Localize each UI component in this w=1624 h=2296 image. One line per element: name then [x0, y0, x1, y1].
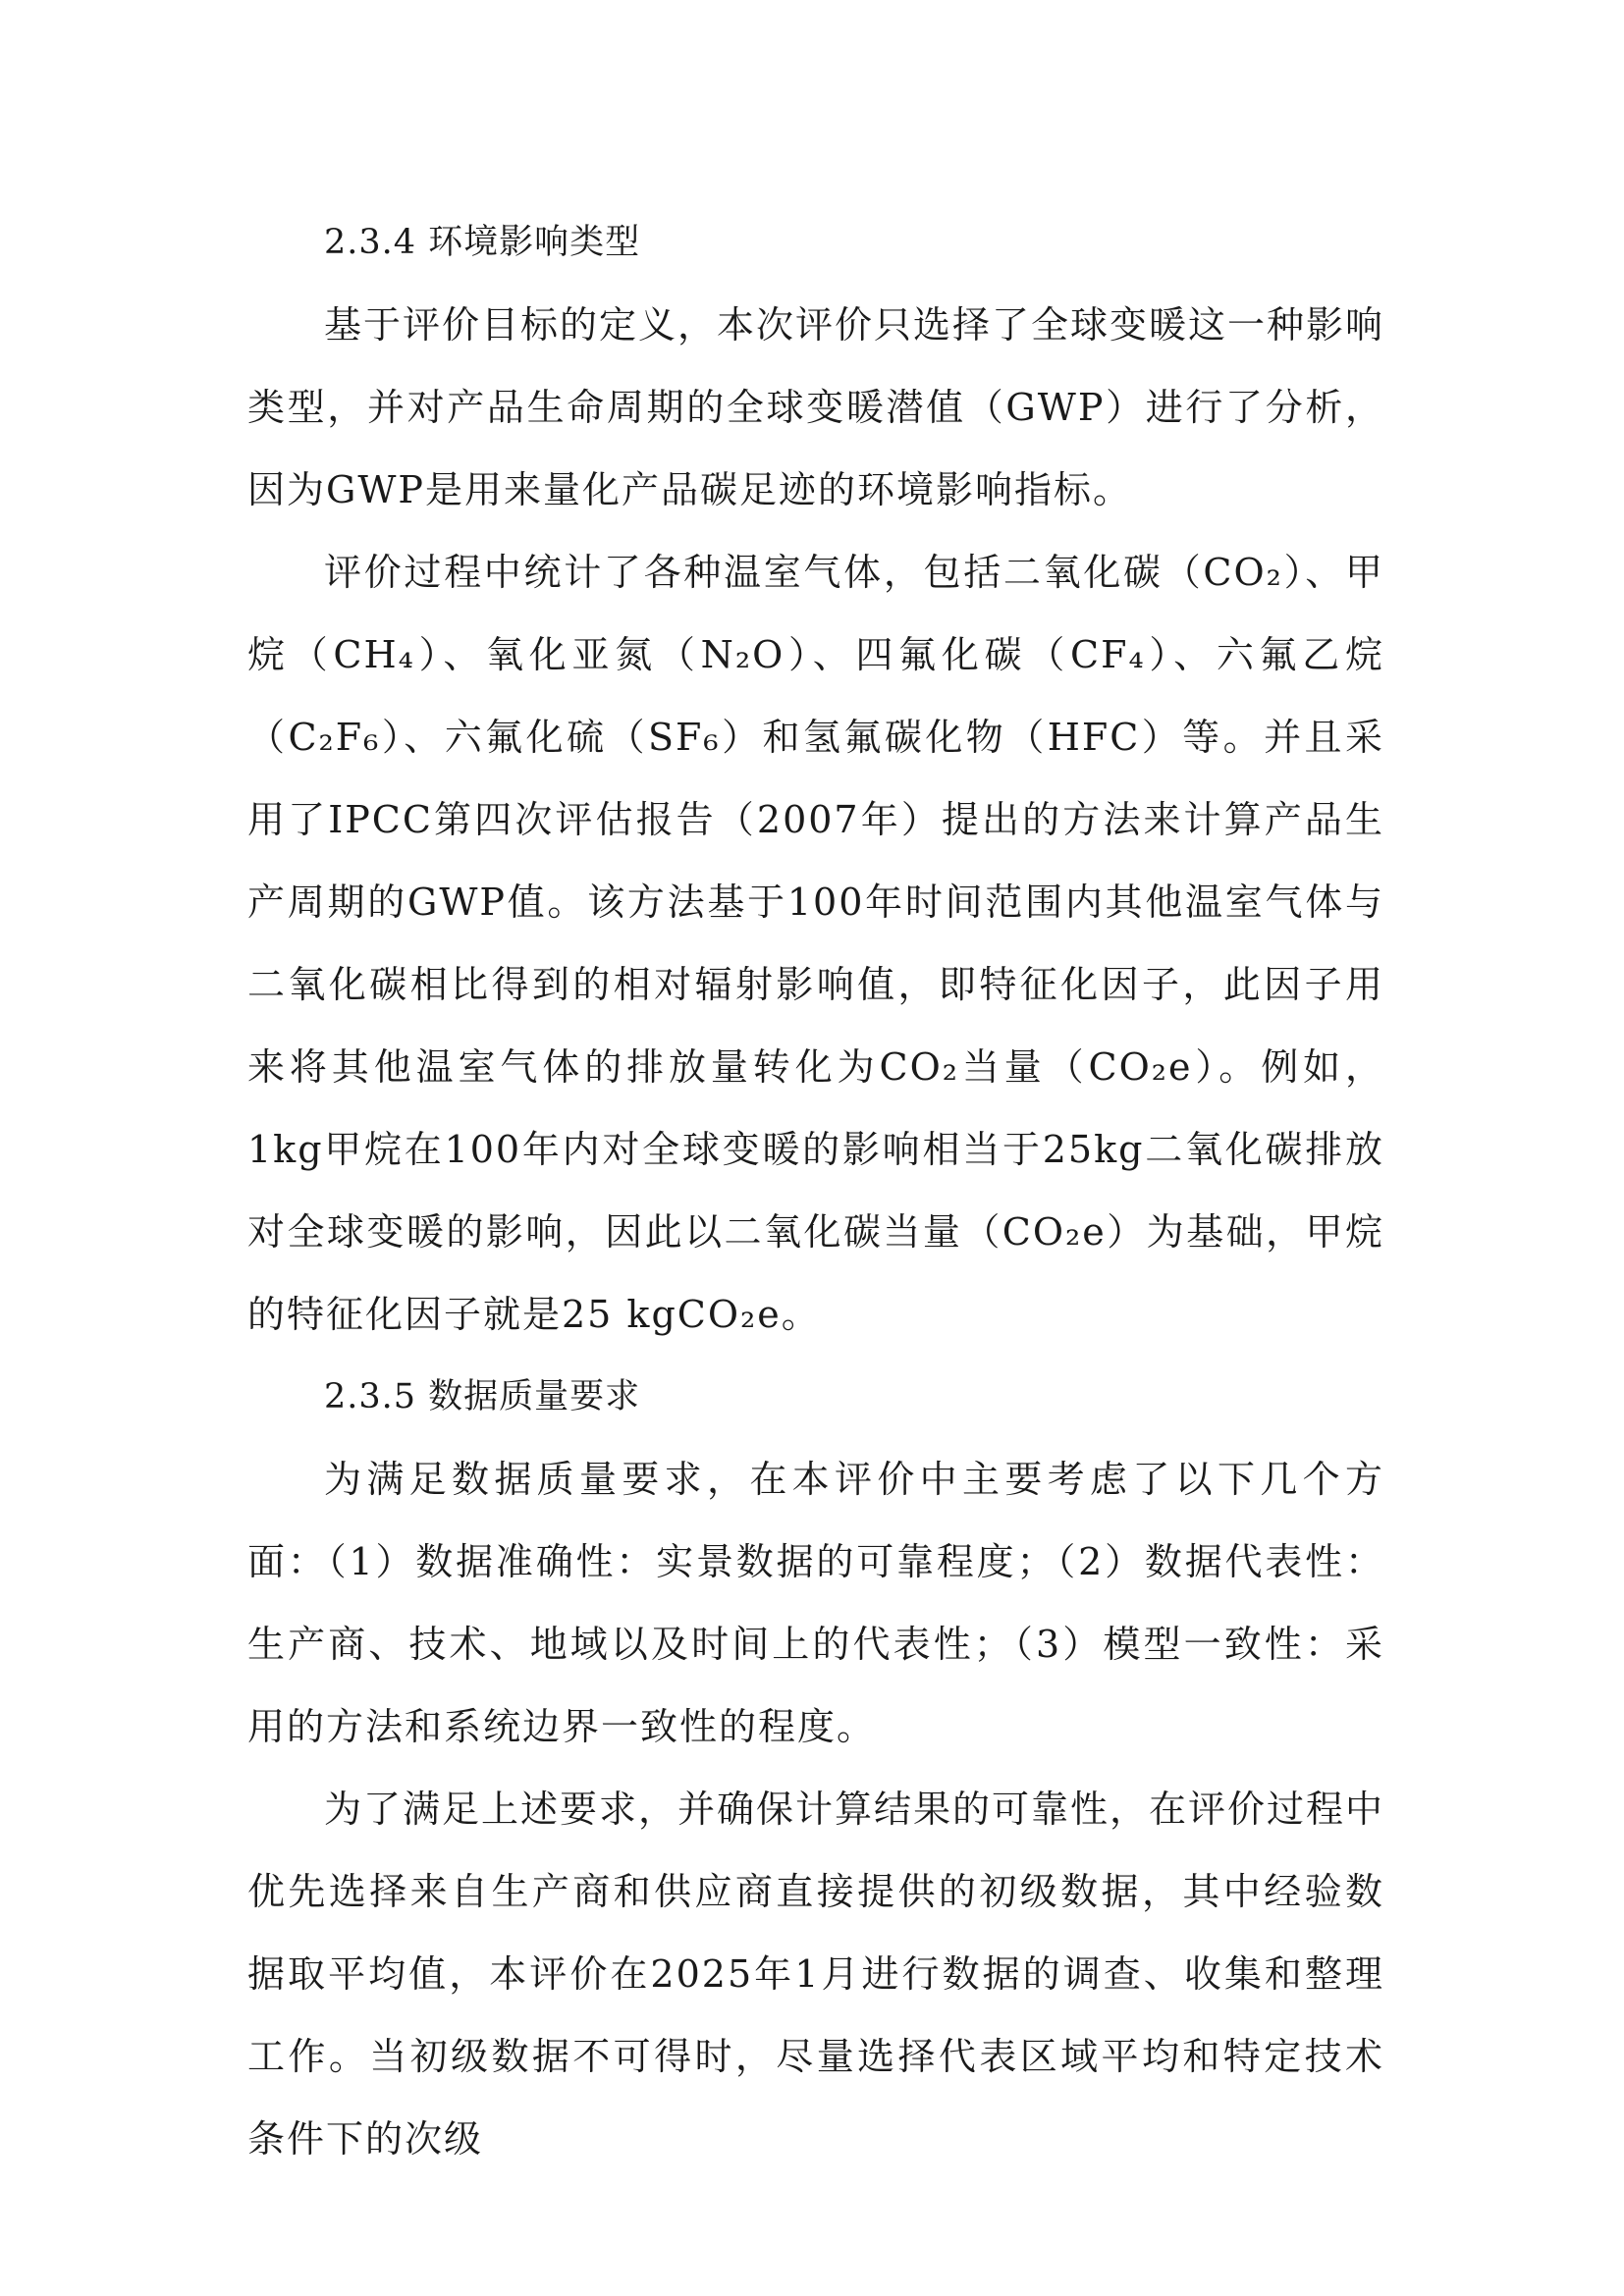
section-heading-2-3-4: 2.3.4 环境影响类型 — [324, 223, 641, 262]
paragraph: 为了满足上述要求，并确保计算结果的可靠性，在评价过程中优先选择来自生产商和供应商直接提供的初级数据，其中经验数据取平均值，本评价在2025年1月进行数据的调查、收集和整理工作。当初级数据不可得时，尽量选择代表区域平均和特定技术条件下的次级 — [247, 1788, 1385, 2161]
paragraph: 为满足数据质量要求，在本评价中主要考虑了以下几个方面：（1）数据准确性：实景数据的可靠程度；（2）数据代表性：生产商、技术、地域以及时间上的代表性；（3）模型一致性：采用的方法和系统边界一致性的程度。 — [247, 1458, 1384, 1748]
page-content — [247, 201, 1384, 2180]
section-heading-2-3-5: 2.3.5 数据质量要求 — [324, 1377, 641, 1416]
paragraph: 基于评价目标的定义，本次评价只选择了全球变暖这一种影响类型，并对产品生命周期的全球变暖潜值（GWP）进行了分析，因为GWP是用来量化产品碳足迹的环境影响指标。 — [247, 303, 1385, 511]
paragraph: 评价过程中统计了各种温室气体，包括二氧化碳（CO₂）、甲烷（CH₄）、氧化亚氮（N₂O）、四氟化碳（CF₄）、六氟乙烷（C₂F₆）、六氟化硫（SF₆）和氢氟碳化物（HFC）等。并且采用了IPCC第四次评估报告（2007年）提出的方法来计算产品生产周期的GWP值。该方法基于100年时间范围内其他温室气体与二氧化碳相比得到的相对辐射影响值，即特征化因子，此因子用来将其他温室气体的排放量转化为CO₂当量（CO₂e）。例如，1kg甲烷在100年内对全球变暖的影响相当于25kg二氧化碳排放对全球变暖的影响，因此以二氧化碳当量（CO₂e）为基础，甲烷的特征化因子就是25 kgCO₂e。 — [247, 551, 1384, 1336]
